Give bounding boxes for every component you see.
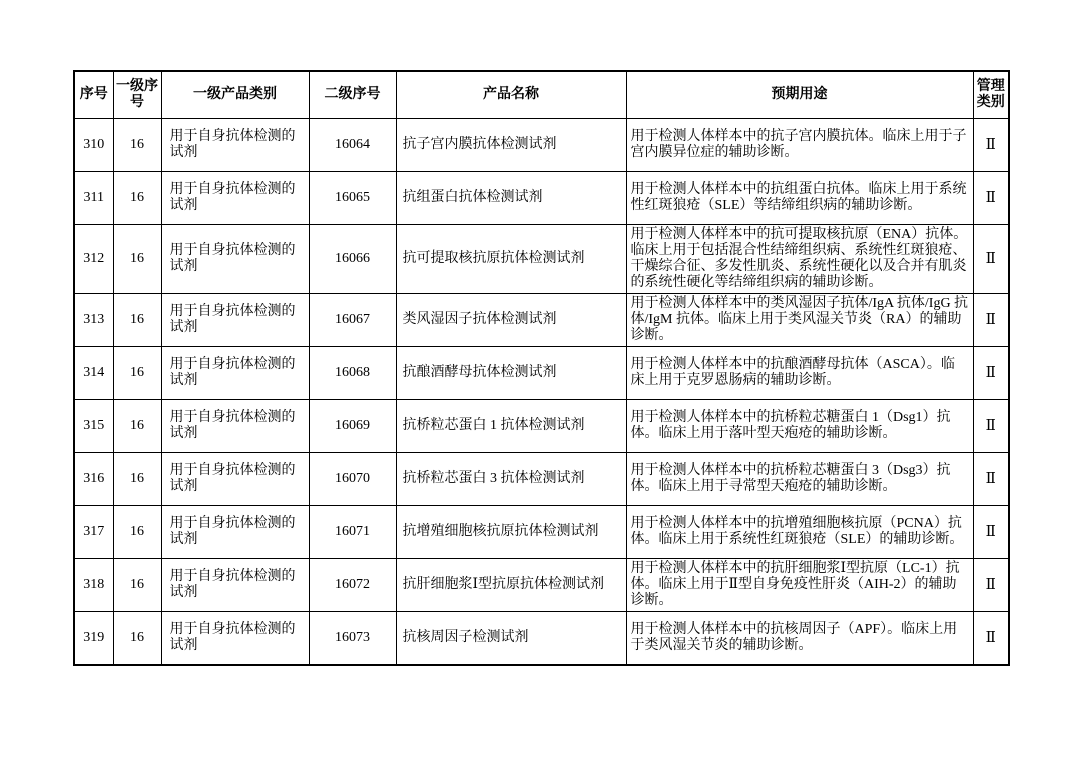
cell-level2-no: 16071 (309, 506, 396, 559)
cell-product-name: 抗桥粒芯蛋白 1 抗体检测试剂 (396, 400, 626, 453)
cell-serial-no: 313 (74, 294, 113, 347)
table-row (74, 612, 1009, 666)
cell-product-name: 抗核周因子检测试剂 (396, 612, 626, 666)
cell-level1-category: 用于自身抗体检测的试剂 (161, 225, 309, 294)
table-row (74, 119, 1009, 172)
cell-intended-use: 用于检测人体样本中的抗子宫内膜抗体。临床上用于子宫内膜异位症的辅助诊断。 (626, 119, 973, 172)
cell-product-name: 抗子宫内膜抗体检测试剂 (396, 119, 626, 172)
cell-level1-no: 16 (113, 347, 161, 400)
cell-level2-no: 16065 (309, 172, 396, 225)
table-body (74, 119, 1009, 666)
cell-level2-no: 16069 (309, 400, 396, 453)
cell-product-name: 抗增殖细胞核抗原抗体检测试剂 (396, 506, 626, 559)
col-header-management-class: 管理类别 (973, 71, 1009, 119)
cell-level2-no: 16064 (309, 119, 396, 172)
table-row (74, 347, 1009, 400)
cell-management-class: Ⅱ (973, 225, 1009, 294)
cell-intended-use: 用于检测人体样本中的类风湿因子抗体/IgA 抗体/IgG 抗体/IgM 抗体。临床上用于类风湿关节炎（RA）的辅助诊断。 (626, 294, 973, 347)
cell-management-class: Ⅱ (973, 172, 1009, 225)
table-row (74, 453, 1009, 506)
table-header (74, 71, 1009, 119)
cell-level1-category: 用于自身抗体检测的试剂 (161, 172, 309, 225)
cell-intended-use: 用于检测人体样本中的抗组蛋白抗体。临床上用于系统性红斑狼疮（SLE）等结缔组织病的辅助诊断。 (626, 172, 973, 225)
cell-level2-no: 16068 (309, 347, 396, 400)
col-header-level2-no: 二级序号 (309, 71, 396, 119)
col-header-serial-no: 序号 (74, 71, 113, 119)
cell-level1-category: 用于自身抗体检测的试剂 (161, 453, 309, 506)
cell-level1-no: 16 (113, 506, 161, 559)
cell-level2-no: 16073 (309, 612, 396, 666)
cell-level2-no: 16070 (309, 453, 396, 506)
cell-serial-no: 316 (74, 453, 113, 506)
cell-level1-category: 用于自身抗体检测的试剂 (161, 119, 309, 172)
cell-level2-no: 16067 (309, 294, 396, 347)
cell-serial-no: 314 (74, 347, 113, 400)
cell-management-class: Ⅱ (973, 119, 1009, 172)
cell-product-name: 抗桥粒芯蛋白 3 抗体检测试剂 (396, 453, 626, 506)
cell-level1-no: 16 (113, 119, 161, 172)
cell-serial-no: 312 (74, 225, 113, 294)
cell-level2-no: 16066 (309, 225, 396, 294)
cell-management-class: Ⅱ (973, 400, 1009, 453)
cell-level1-no: 16 (113, 400, 161, 453)
table-row (74, 172, 1009, 225)
cell-product-name: 抗酿酒酵母抗体检测试剂 (396, 347, 626, 400)
cell-serial-no: 310 (74, 119, 113, 172)
cell-product-name: 抗可提取核抗原抗体检测试剂 (396, 225, 626, 294)
cell-management-class: Ⅱ (973, 347, 1009, 400)
cell-product-name: 类风湿因子抗体检测试剂 (396, 294, 626, 347)
cell-intended-use: 用于检测人体样本中的抗桥粒芯糖蛋白 3（Dsg3）抗体。临床上用于寻常型天疱疮的辅助诊断。 (626, 453, 973, 506)
col-header-product-name: 产品名称 (396, 71, 626, 119)
cell-level1-category: 用于自身抗体检测的试剂 (161, 294, 309, 347)
cell-serial-no: 319 (74, 612, 113, 666)
cell-level1-no: 16 (113, 559, 161, 612)
cell-serial-no: 315 (74, 400, 113, 453)
cell-level1-no: 16 (113, 453, 161, 506)
cell-management-class: Ⅱ (973, 294, 1009, 347)
cell-level1-category: 用于自身抗体检测的试剂 (161, 400, 309, 453)
cell-serial-no: 318 (74, 559, 113, 612)
cell-level1-category: 用于自身抗体检测的试剂 (161, 347, 309, 400)
cell-intended-use: 用于检测人体样本中的抗核周因子（APF）。临床上用于类风湿关节炎的辅助诊断。 (626, 612, 973, 666)
table-row (74, 559, 1009, 612)
table-row (74, 294, 1009, 347)
cell-level1-category: 用于自身抗体检测的试剂 (161, 559, 309, 612)
table-row (74, 225, 1009, 294)
cell-intended-use: 用于检测人体样本中的抗肝细胞浆Ⅰ型抗原（LC-1）抗体。临床上用于Ⅱ型自身免疫性肝炎（AIH-2）的辅助诊断。 (626, 559, 973, 612)
cell-intended-use: 用于检测人体样本中的抗桥粒芯糖蛋白 1（Dsg1）抗体。临床上用于落叶型天疱疮的辅助诊断。 (626, 400, 973, 453)
cell-management-class: Ⅱ (973, 612, 1009, 666)
cell-level1-no: 16 (113, 172, 161, 225)
cell-management-class: Ⅱ (973, 453, 1009, 506)
cell-serial-no: 311 (74, 172, 113, 225)
cell-level1-category: 用于自身抗体检测的试剂 (161, 506, 309, 559)
cell-level1-no: 16 (113, 612, 161, 666)
table-row (74, 400, 1009, 453)
cell-product-name: 抗肝细胞浆Ⅰ型抗原抗体检测试剂 (396, 559, 626, 612)
cell-level2-no: 16072 (309, 559, 396, 612)
col-header-level1-category: 一级产品类别 (161, 71, 309, 119)
col-header-intended-use: 预期用途 (626, 71, 973, 119)
cell-product-name: 抗组蛋白抗体检测试剂 (396, 172, 626, 225)
table-row (74, 506, 1009, 559)
cell-level1-no: 16 (113, 294, 161, 347)
cell-intended-use: 用于检测人体样本中的抗增殖细胞核抗原（PCNA）抗体。临床上用于系统性红斑狼疮（SLE）的辅助诊断。 (626, 506, 973, 559)
cell-intended-use: 用于检测人体样本中的抗酿酒酵母抗体（ASCA）。临床上用于克罗恩肠病的辅助诊断。 (626, 347, 973, 400)
product-classification-table (73, 70, 1010, 666)
cell-serial-no: 317 (74, 506, 113, 559)
cell-level1-category: 用于自身抗体检测的试剂 (161, 612, 309, 666)
col-header-level1-no: 一级序号 (113, 71, 161, 119)
cell-intended-use: 用于检测人体样本中的抗可提取核抗原（ENA）抗体。临床上用于包括混合性结缔组织病、系统性红斑狼疮、干燥综合征、多发性肌炎、系统性硬化以及合并有肌炎的系统性硬化等结缔组织病的辅助诊断。 (626, 225, 973, 294)
table-header-row (74, 71, 1009, 119)
cell-level1-no: 16 (113, 225, 161, 294)
cell-management-class: Ⅱ (973, 559, 1009, 612)
cell-management-class: Ⅱ (973, 506, 1009, 559)
